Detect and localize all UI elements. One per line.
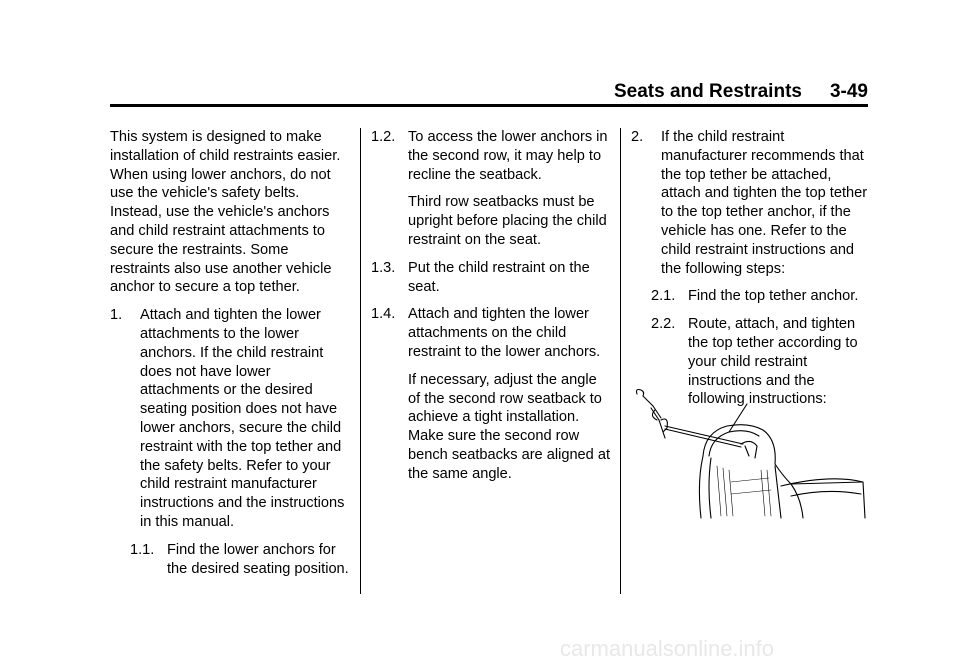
step-2-1	[631, 287, 871, 306]
header-rule	[110, 104, 868, 107]
page-header	[110, 81, 868, 103]
step-2	[631, 128, 871, 278]
step-1-1	[110, 541, 350, 579]
step-number: 1.2.	[371, 129, 396, 145]
column-divider	[360, 128, 361, 594]
step-text: Route, attach, and tighten the top tether according to your child restraint instructions and the following instructions:	[688, 316, 858, 408]
step-text: Attach and tighten the lower attachments to the lower anchors. If the child restraint does not have lower attachments or the desired seating position does not have lower anchors, secure the child restraint with the top tether and the safety belts. Refer to your child restraint manufacturer instructions and the instructions in this manual.	[140, 307, 345, 530]
watermark: carmanualsonline.info	[560, 636, 775, 661]
step-note: Third row seatbacks must be upright before placing the child restraint on the seat.	[408, 194, 607, 248]
step-number: 1.3.	[371, 259, 396, 276]
step-number: 2.1.	[651, 288, 676, 305]
step-text: If the child restraint manufacturer recommends that the top tether be attached, attach and tighten the top tether to the top tether anchor, if the vehicle has one. Refer to the child restraint instructions and the following steps:	[661, 129, 868, 277]
step-1	[110, 306, 350, 532]
step-1-4	[371, 305, 611, 361]
step-text: To access the lower anchors in the second row, it may help to recline the seatback.	[408, 129, 608, 183]
page-number: 3-49	[829, 81, 868, 102]
section-title: Seats and Restraints	[614, 81, 802, 102]
step-text: Attach and tighten the lower attachments on the child restraint to the lower anchors.	[408, 306, 601, 360]
intro-paragraph: This system is designed to make installation of child restraints easier. When using lower anchors, do not use the vehicle's safety belts. Instead, use the vehicle's anchors and child restraint attachments to secure the restraints. Some restraints also use another vehicle anchor to secure a top tether.	[110, 129, 341, 296]
step-1-2	[371, 128, 611, 184]
step-text: Put the child restraint on the seat.	[408, 259, 590, 295]
step-text: Find the top tether anchor.	[688, 288, 859, 305]
column-middle	[371, 128, 611, 493]
top-tether-illustration	[631, 386, 867, 520]
step-number: 2.	[631, 129, 644, 145]
step-1-3	[371, 259, 611, 297]
step-number: 2.2.	[651, 316, 676, 333]
step-number: 1.1.	[130, 541, 155, 558]
step-number: 1.	[110, 307, 123, 324]
step-note: If necessary, adjust the angle of the second row seatback to achieve a tight installation. Make sure the second row bench seatbacks are aligned at the same angle.	[408, 371, 611, 482]
column-right	[631, 128, 871, 418]
step-number: 1.4.	[371, 306, 396, 323]
column-divider	[620, 128, 621, 594]
column-left	[110, 128, 350, 587]
step-text: Find the lower anchors for the desired seating position.	[167, 541, 349, 577]
